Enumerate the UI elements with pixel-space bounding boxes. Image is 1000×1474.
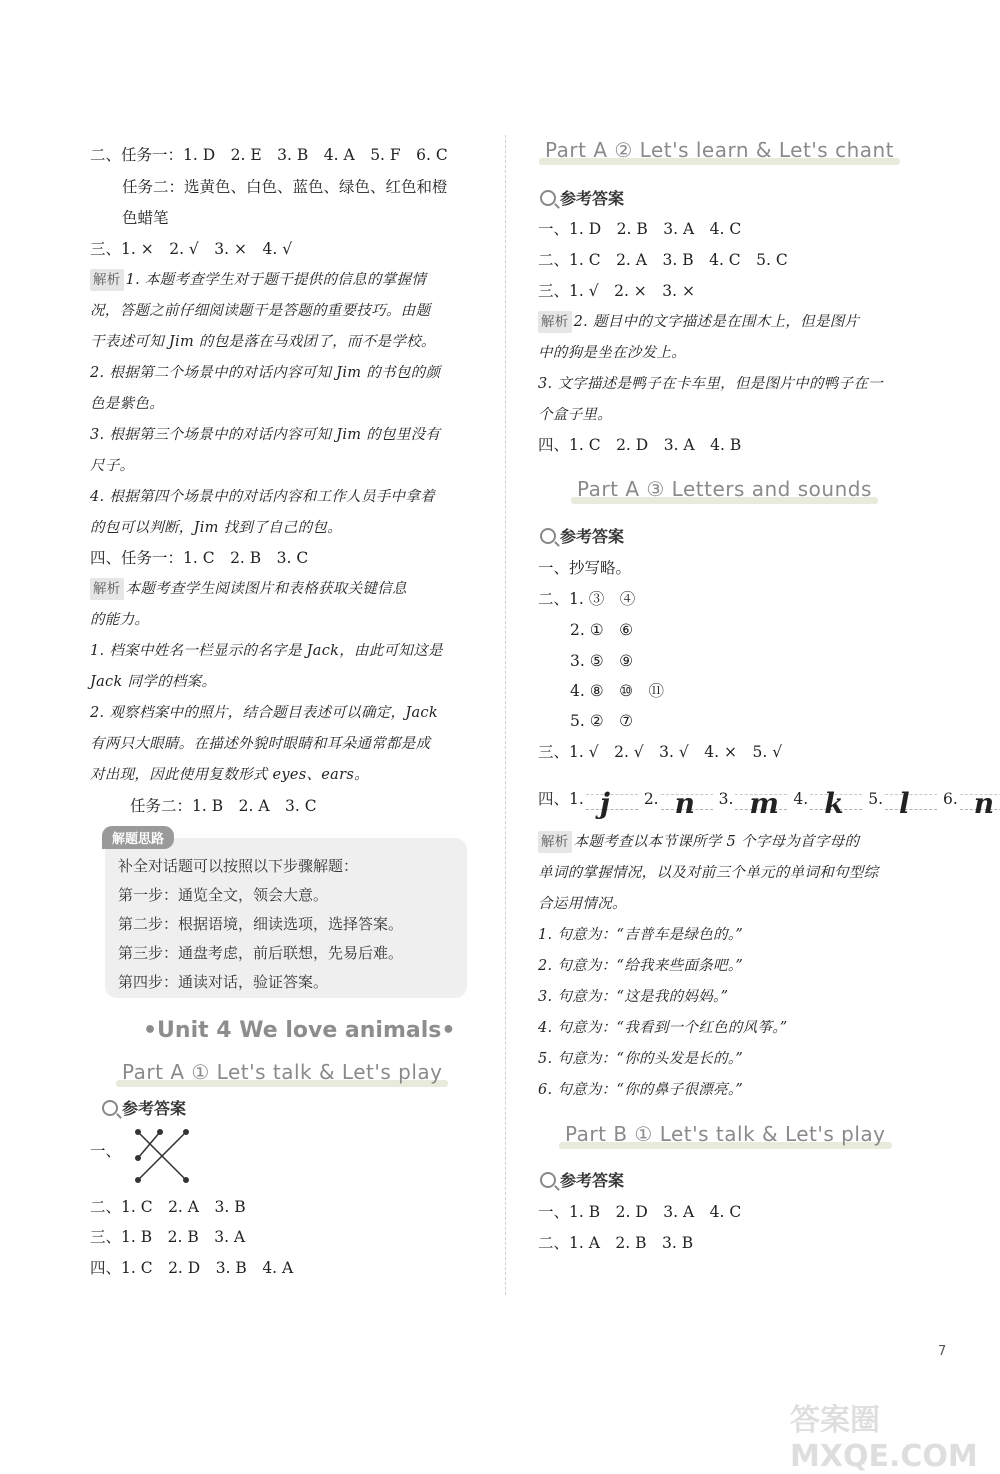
- answer-line: 二、1. A 2. B 3. B: [538, 1234, 694, 1252]
- explanation-line: 解析 本题考查学生阅读图片和表格获取关键信息: [90, 578, 407, 600]
- tips-header: 解题思路: [102, 826, 174, 849]
- magnifier-icon: [102, 1100, 118, 1116]
- page-number: 7: [938, 1344, 947, 1359]
- answers-heading: 参考答案: [540, 524, 624, 547]
- explanation-line: 3. 句意为：“这是我的妈妈。”: [538, 989, 729, 1005]
- answer-line: 二、1. ③ ④: [538, 590, 636, 608]
- watermark: 答案圈 MXQE.COM: [790, 1403, 978, 1474]
- explanation-line: 3. 根据第三个场景中的对话内容可知 Jim 的包里没有: [90, 427, 441, 443]
- explanation-line: 色是紫色。: [90, 396, 164, 412]
- matching-lines-icon: [130, 1124, 194, 1188]
- handwriting-answers: 四、1. j 2. n 3. m 4. k 5. l 6. n: [538, 787, 1000, 810]
- explanation-tag: 解析: [538, 311, 572, 333]
- answer-line: 二、1. C 2. A 3. B 4. C 5. C: [538, 251, 788, 269]
- tips-line: 第二步：根据语境，细读选项，选择答案。: [118, 915, 404, 933]
- explanation-line: 5. 句意为：“你的头发是长的。”: [538, 1051, 744, 1067]
- answer-line: 三、1. B 2. B 3. A: [90, 1228, 246, 1246]
- tips-line: 补全对话题可以按照以下步骤解题：: [118, 857, 359, 875]
- answers-heading: 参考答案: [540, 1168, 624, 1191]
- answer-line: 5. ② ⑦: [570, 712, 634, 730]
- answer-line: 任务二：1. B 2. A 3. C: [130, 797, 317, 815]
- explanation-tag: 解析: [90, 269, 124, 291]
- explanation-line: 的包可以判断，Jim 找到了自己的包。: [90, 520, 343, 536]
- explanation-line: 尺子。: [90, 458, 135, 474]
- answer-line: 3. ⑤ ⑨: [570, 652, 634, 670]
- explanation-line: 2. 根据第二个场景中的对话内容可知 Jim 的书包的颜: [90, 365, 441, 381]
- answers-heading: 参考答案: [540, 186, 624, 209]
- part-title: Part B ① Let's talk & Let's play: [565, 1122, 886, 1146]
- explanation-line: 况，答题之前仔细阅读题干是答题的重要技巧。由题: [90, 303, 431, 319]
- answer-line: 四、1. C 2. D 3. B 4. A: [90, 1259, 294, 1277]
- explanation-line: Jack 同学的档案。: [90, 674, 217, 690]
- explanation-line: 解析 本题考查以本节课所学 5 个字母为首字母的: [538, 831, 859, 853]
- explanation-line: 个盒子里。: [538, 407, 612, 423]
- magnifier-icon: [540, 528, 556, 544]
- explanation-line: 合运用情况。: [538, 896, 627, 912]
- explanation-line: 解析 1. 本题考查学生对于题干提供的信息的掌握情: [90, 269, 426, 291]
- answer-line: 四、1. C 2. D 3. A 4. B: [538, 436, 742, 454]
- answer-line: 三、1. √ 2. × 3. ×: [538, 282, 695, 300]
- handwriting-slot: l: [885, 787, 937, 810]
- explanation-line: 6. 句意为：“你的鼻子很漂亮。”: [538, 1082, 744, 1098]
- part-title: Part A ① Let's talk & Let's play: [122, 1060, 443, 1084]
- part-title: Part A ③ Letters and sounds: [577, 477, 872, 501]
- explanation-tag: 解析: [90, 578, 124, 600]
- explanation-line: 单词的掌握情况，以及对前三个单元的单词和句型综: [538, 865, 879, 881]
- answer-line: 任务二：选黄色、白色、蓝色、绿色、红色和橙: [122, 178, 448, 196]
- explanation-line: 1. 句意为：“吉普车是绿色的。”: [538, 927, 744, 943]
- tips-line: 第一步：通览全文，领会大意。: [118, 886, 329, 904]
- answer-line: 一、1. B 2. D 3. A 4. C: [538, 1203, 742, 1221]
- handwriting-slot: n: [960, 787, 1000, 810]
- answer-line: 三、1. × 2. √ 3. × 4. √: [90, 240, 293, 258]
- explanation-line: 的能力。: [90, 612, 150, 628]
- magnifier-icon: [540, 190, 556, 206]
- explanation-line: 有两只大眼睛。在描述外貌时眼睛和耳朵通常都是成: [90, 736, 431, 752]
- answer-line: 三、1. √ 2. √ 3. √ 4. × 5. √: [538, 743, 783, 761]
- answer-line: 四、任务一：1. C 2. B 3. C: [90, 549, 309, 567]
- answer-line: 二、任务一：1. D 2. E 3. B 4. A 5. F 6. C: [90, 146, 448, 164]
- explanation-tag: 解析: [538, 831, 572, 853]
- answer-line: 二、1. C 2. A 3. B: [90, 1198, 246, 1216]
- answer-line: 一、抄写略。: [538, 559, 632, 577]
- unit-title: •Unit 4 We love animals•: [143, 1018, 456, 1043]
- explanation-line: 2. 观察档案中的照片，结合题目表述可以确定，Jack: [90, 705, 438, 721]
- explanation-line: 1. 档案中姓名一栏显示的名字是 Jack，由此可知这是: [90, 643, 443, 659]
- answer-line: 一、1. D 2. B 3. A 4. C: [538, 220, 742, 238]
- handwriting-slot: n: [661, 787, 713, 810]
- answer-line: 2. ① ⑥: [570, 621, 634, 639]
- handwriting-slot: k: [810, 787, 862, 810]
- answer-line: 一、: [90, 1142, 122, 1160]
- explanation-line: 4. 根据第四个场景中的对话内容和工作人员手中拿着: [90, 489, 435, 505]
- answer-line: 4. ⑧ ⑩ ⑪: [570, 682, 665, 700]
- explanation-line: 解析 2. 题目中的文字描述是在围木上，但是图片: [538, 311, 859, 333]
- tips-line: 第三步：通盘考虑，前后联想，先易后难。: [118, 944, 404, 962]
- explanation-line: 中的狗是坐在沙发上。: [538, 345, 686, 361]
- explanation-line: 3. 文字描述是鸭子在卡车里，但是图片中的鸭子在一: [538, 376, 883, 392]
- part-title: Part A ② Let's learn & Let's chant: [545, 138, 895, 162]
- tips-line: 第四步：通读对话，验证答案。: [118, 973, 329, 991]
- handwriting-slot: j: [586, 787, 638, 810]
- handwriting-slot: m: [735, 787, 787, 810]
- explanation-line: 干表述可知 Jim 的包是落在马戏团了，而不是学校。: [90, 334, 436, 350]
- explanation-line: 对出现，因此使用复数形式 eyes、ears。: [90, 767, 369, 783]
- explanation-line: 4. 句意为：“我看到一个红色的风筝。”: [538, 1020, 788, 1036]
- magnifier-icon: [540, 1172, 556, 1188]
- explanation-line: 2. 句意为：“给我来些面条吧。”: [538, 958, 744, 974]
- answer-line: 色蜡笔: [122, 209, 169, 227]
- answers-heading: 参考答案: [102, 1096, 186, 1119]
- column-divider: [505, 135, 506, 1295]
